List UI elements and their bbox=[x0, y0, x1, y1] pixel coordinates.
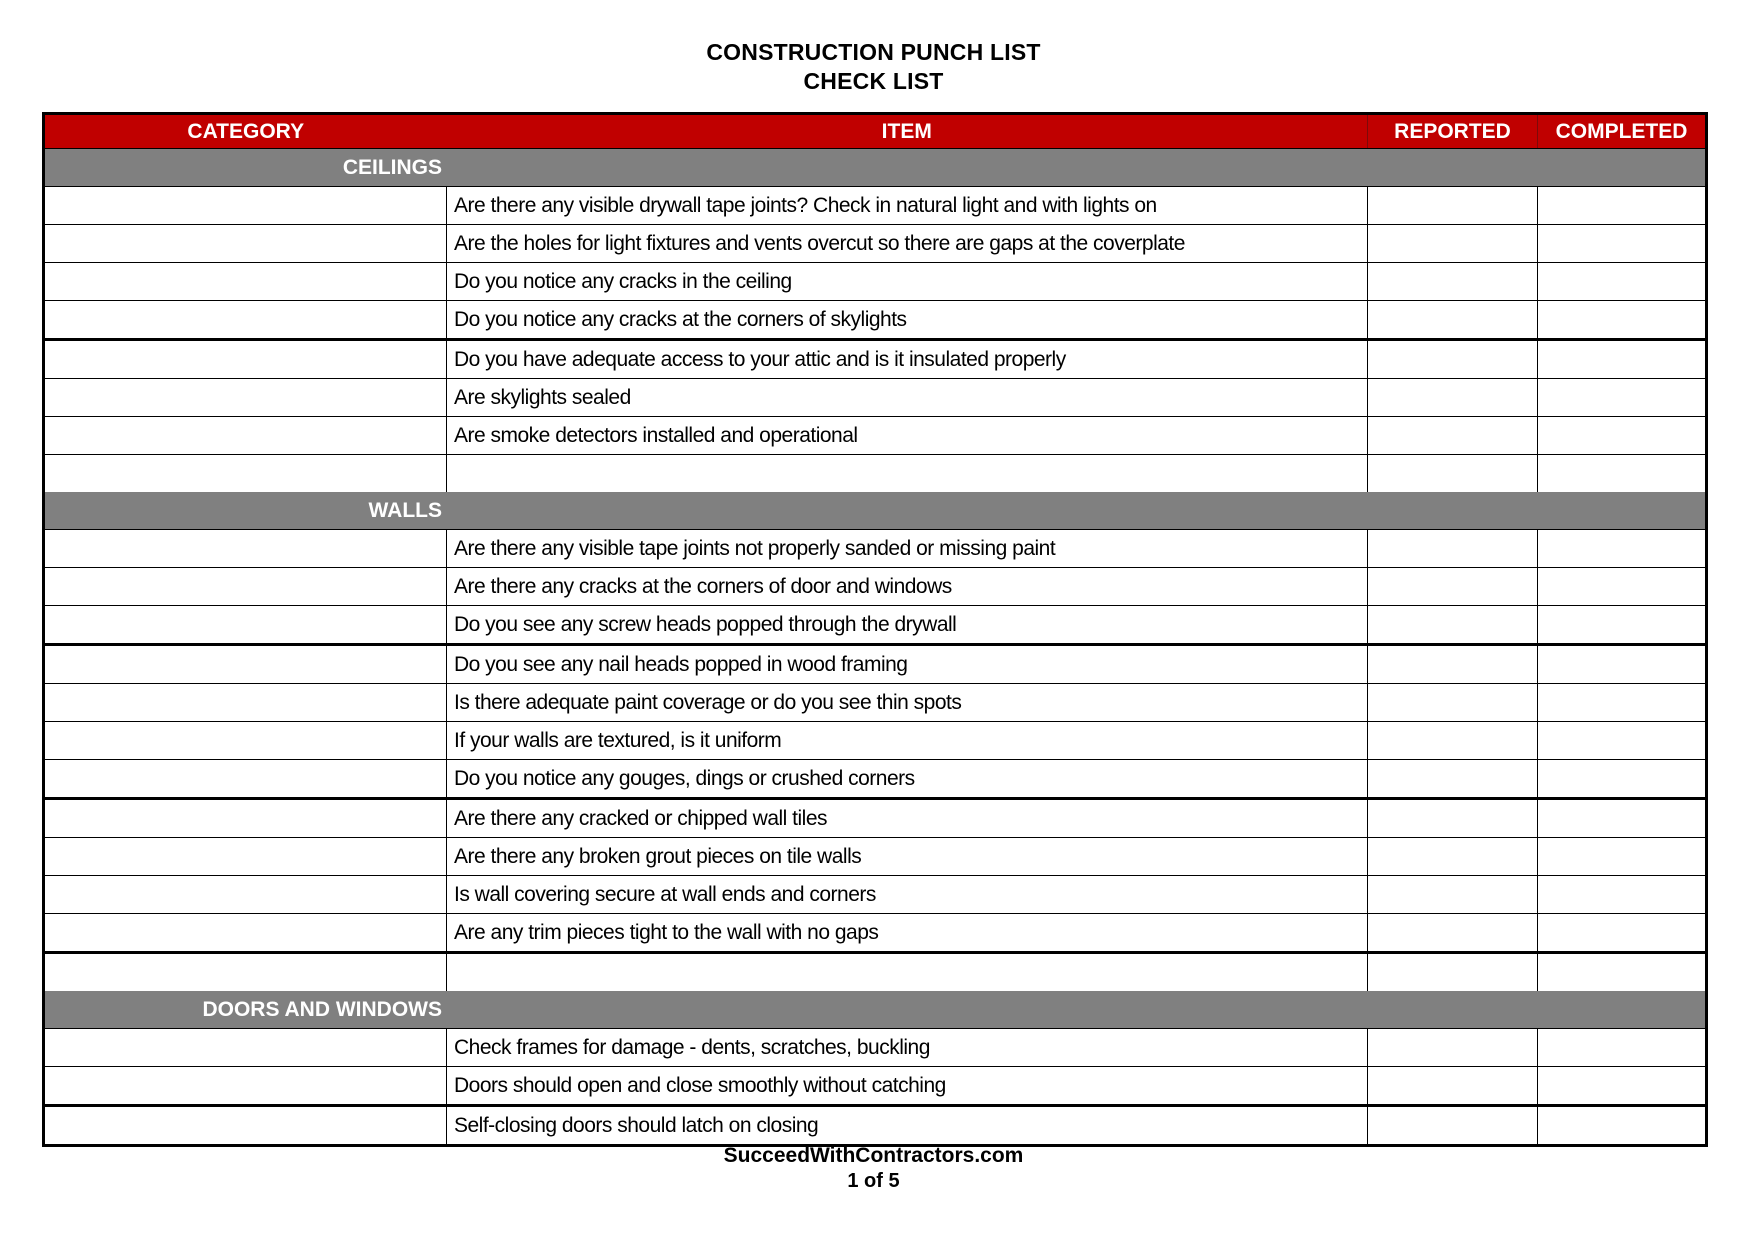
completed-cell[interactable] bbox=[1538, 760, 1707, 799]
category-cell bbox=[44, 838, 447, 876]
item-text-cell: Are there any visible tape joints not properly sanded or missing paint bbox=[447, 530, 1368, 568]
completed-cell[interactable] bbox=[1538, 1106, 1707, 1146]
item-text-cell: Do you see any screw heads popped through the drywall bbox=[447, 606, 1368, 645]
category-cell bbox=[44, 340, 447, 379]
reported-cell[interactable] bbox=[1368, 379, 1538, 417]
reported-cell[interactable] bbox=[1368, 530, 1538, 568]
section-header-cell bbox=[44, 149, 1707, 187]
blank-row bbox=[44, 455, 1707, 493]
reported-cell[interactable] bbox=[1368, 187, 1538, 225]
item-text-cell bbox=[447, 953, 1368, 992]
checklist-row bbox=[44, 340, 1707, 379]
section-header-cell bbox=[44, 492, 1707, 530]
checklist-row bbox=[44, 914, 1707, 953]
checklist-row bbox=[44, 722, 1707, 760]
completed-cell[interactable] bbox=[1538, 263, 1707, 301]
checklist-row bbox=[44, 760, 1707, 799]
category-cell bbox=[44, 187, 447, 225]
reported-cell[interactable] bbox=[1368, 722, 1538, 760]
completed-cell[interactable] bbox=[1538, 645, 1707, 684]
completed-cell[interactable] bbox=[1538, 1067, 1707, 1106]
reported-cell[interactable] bbox=[1368, 1067, 1538, 1106]
column-header-category: CATEGORY bbox=[44, 114, 447, 149]
category-cell bbox=[44, 455, 447, 493]
item-text-cell: Do you notice any gouges, dings or crushed corners bbox=[447, 760, 1368, 799]
category-cell bbox=[44, 876, 447, 914]
checklist-row bbox=[44, 530, 1707, 568]
item-text-cell: Do you have adequate access to your attic and is it insulated properly bbox=[447, 340, 1368, 379]
category-cell bbox=[44, 799, 447, 838]
checklist-row bbox=[44, 1029, 1707, 1067]
category-cell bbox=[44, 225, 447, 263]
section-row-walls bbox=[44, 492, 1707, 530]
checklist-row bbox=[44, 225, 1707, 263]
category-cell bbox=[44, 645, 447, 684]
completed-cell[interactable] bbox=[1538, 799, 1707, 838]
reported-cell[interactable] bbox=[1368, 1106, 1538, 1146]
completed-cell[interactable] bbox=[1538, 340, 1707, 379]
checklist-row bbox=[44, 568, 1707, 606]
section-row-doors-and-windows bbox=[44, 991, 1707, 1029]
item-text-cell: Doors should open and close smoothly without catching bbox=[447, 1067, 1368, 1106]
completed-cell[interactable] bbox=[1538, 684, 1707, 722]
item-text-cell bbox=[447, 455, 1368, 493]
item-text-cell: Is wall covering secure at wall ends and corners bbox=[447, 876, 1368, 914]
checklist-row bbox=[44, 1067, 1707, 1106]
column-header-reported: REPORTED bbox=[1368, 114, 1538, 149]
reported-cell[interactable] bbox=[1368, 606, 1538, 645]
completed-cell[interactable] bbox=[1538, 530, 1707, 568]
reported-cell[interactable] bbox=[1368, 799, 1538, 838]
title-line-1: CONSTRUCTION PUNCH LIST bbox=[706, 39, 1041, 65]
completed-cell[interactable] bbox=[1538, 301, 1707, 340]
item-text-cell: If your walls are textured, is it uniform bbox=[447, 722, 1368, 760]
completed-cell[interactable] bbox=[1538, 568, 1707, 606]
completed-cell[interactable] bbox=[1538, 379, 1707, 417]
reported-cell[interactable] bbox=[1368, 301, 1538, 340]
reported-cell[interactable] bbox=[1368, 760, 1538, 799]
reported-cell[interactable] bbox=[1368, 455, 1538, 493]
punch-list-table bbox=[42, 112, 1708, 1147]
blank-row bbox=[44, 953, 1707, 992]
reported-cell[interactable] bbox=[1368, 340, 1538, 379]
completed-cell[interactable] bbox=[1538, 455, 1707, 493]
item-text-cell: Are any trim pieces tight to the wall with no gaps bbox=[447, 914, 1368, 953]
category-cell bbox=[44, 760, 447, 799]
reported-cell[interactable] bbox=[1368, 953, 1538, 992]
checklist-row bbox=[44, 645, 1707, 684]
item-text-cell: Are there any visible drywall tape joints? Check in natural light and with lights on bbox=[447, 187, 1368, 225]
item-text-cell: Check frames for damage - dents, scratches, buckling bbox=[447, 1029, 1368, 1067]
completed-cell[interactable] bbox=[1538, 722, 1707, 760]
table-header-row bbox=[44, 114, 1707, 149]
reported-cell[interactable] bbox=[1368, 876, 1538, 914]
checklist-row bbox=[44, 417, 1707, 455]
footer-website: SucceedWithContractors.com bbox=[723, 1144, 1024, 1167]
item-text-cell: Are the holes for light fixtures and vents overcut so there are gaps at the coverplate bbox=[447, 225, 1368, 263]
completed-cell[interactable] bbox=[1538, 914, 1707, 953]
category-cell bbox=[44, 1067, 447, 1106]
item-text-cell: Self-closing doors should latch on closing bbox=[447, 1106, 1368, 1146]
checklist-row bbox=[44, 838, 1707, 876]
reported-cell[interactable] bbox=[1368, 684, 1538, 722]
category-cell bbox=[44, 684, 447, 722]
item-text-cell: Are there any broken grout pieces on tile walls bbox=[447, 838, 1368, 876]
category-cell bbox=[44, 263, 447, 301]
reported-cell[interactable] bbox=[1368, 568, 1538, 606]
category-cell bbox=[44, 914, 447, 953]
item-text-cell: Are there any cracks at the corners of door and windows bbox=[447, 568, 1368, 606]
checklist-row bbox=[44, 379, 1707, 417]
item-text-cell: Do you notice any cracks in the ceiling bbox=[447, 263, 1368, 301]
category-cell bbox=[44, 568, 447, 606]
column-header-item: ITEM bbox=[447, 114, 1368, 149]
category-cell bbox=[44, 417, 447, 455]
section-label: DOORS AND WINDOWS bbox=[202, 998, 442, 1021]
title-line-2: CHECK LIST bbox=[803, 68, 944, 94]
completed-cell[interactable] bbox=[1538, 417, 1707, 455]
completed-cell[interactable] bbox=[1538, 838, 1707, 876]
item-text-cell: Are skylights sealed bbox=[447, 379, 1368, 417]
completed-cell[interactable] bbox=[1538, 225, 1707, 263]
category-cell bbox=[44, 722, 447, 760]
item-text-cell: Are there any cracked or chipped wall tiles bbox=[447, 799, 1368, 838]
reported-cell[interactable] bbox=[1368, 417, 1538, 455]
checklist-row bbox=[44, 799, 1707, 838]
category-cell bbox=[44, 379, 447, 417]
checklist-row bbox=[44, 876, 1707, 914]
category-cell bbox=[44, 1029, 447, 1067]
reported-cell[interactable] bbox=[1368, 914, 1538, 953]
section-label: WALLS bbox=[368, 499, 442, 522]
section-row-ceilings bbox=[44, 149, 1707, 187]
completed-cell[interactable] bbox=[1538, 1029, 1707, 1067]
reported-cell[interactable] bbox=[1368, 1029, 1538, 1067]
checklist-row bbox=[44, 606, 1707, 645]
page-footer bbox=[42, 1143, 1705, 1194]
checklist-row bbox=[44, 684, 1707, 722]
category-cell bbox=[44, 953, 447, 992]
checklist-row bbox=[44, 301, 1707, 340]
document-title bbox=[42, 38, 1705, 96]
category-cell bbox=[44, 1106, 447, 1146]
section-header-cell bbox=[44, 991, 1707, 1029]
checklist-row bbox=[44, 1106, 1707, 1146]
item-text-cell: Do you notice any cracks at the corners of skylights bbox=[447, 301, 1368, 340]
completed-cell[interactable] bbox=[1538, 187, 1707, 225]
category-cell bbox=[44, 606, 447, 645]
item-text-cell: Is there adequate paint coverage or do you see thin spots bbox=[447, 684, 1368, 722]
completed-cell[interactable] bbox=[1538, 606, 1707, 645]
reported-cell[interactable] bbox=[1368, 838, 1538, 876]
reported-cell[interactable] bbox=[1368, 263, 1538, 301]
checklist-row bbox=[44, 187, 1707, 225]
footer-page-number: 1 of 5 bbox=[847, 1170, 900, 1192]
column-header-completed: COMPLETED bbox=[1538, 114, 1707, 149]
checklist-row bbox=[44, 263, 1707, 301]
category-cell bbox=[44, 301, 447, 340]
item-text-cell: Do you see any nail heads popped in wood framing bbox=[447, 645, 1368, 684]
completed-cell[interactable] bbox=[1538, 953, 1707, 992]
reported-cell[interactable] bbox=[1368, 225, 1538, 263]
reported-cell[interactable] bbox=[1368, 645, 1538, 684]
section-label: CEILINGS bbox=[342, 156, 442, 179]
item-text-cell: Are smoke detectors installed and operational bbox=[447, 417, 1368, 455]
completed-cell[interactable] bbox=[1538, 876, 1707, 914]
category-cell bbox=[44, 530, 447, 568]
